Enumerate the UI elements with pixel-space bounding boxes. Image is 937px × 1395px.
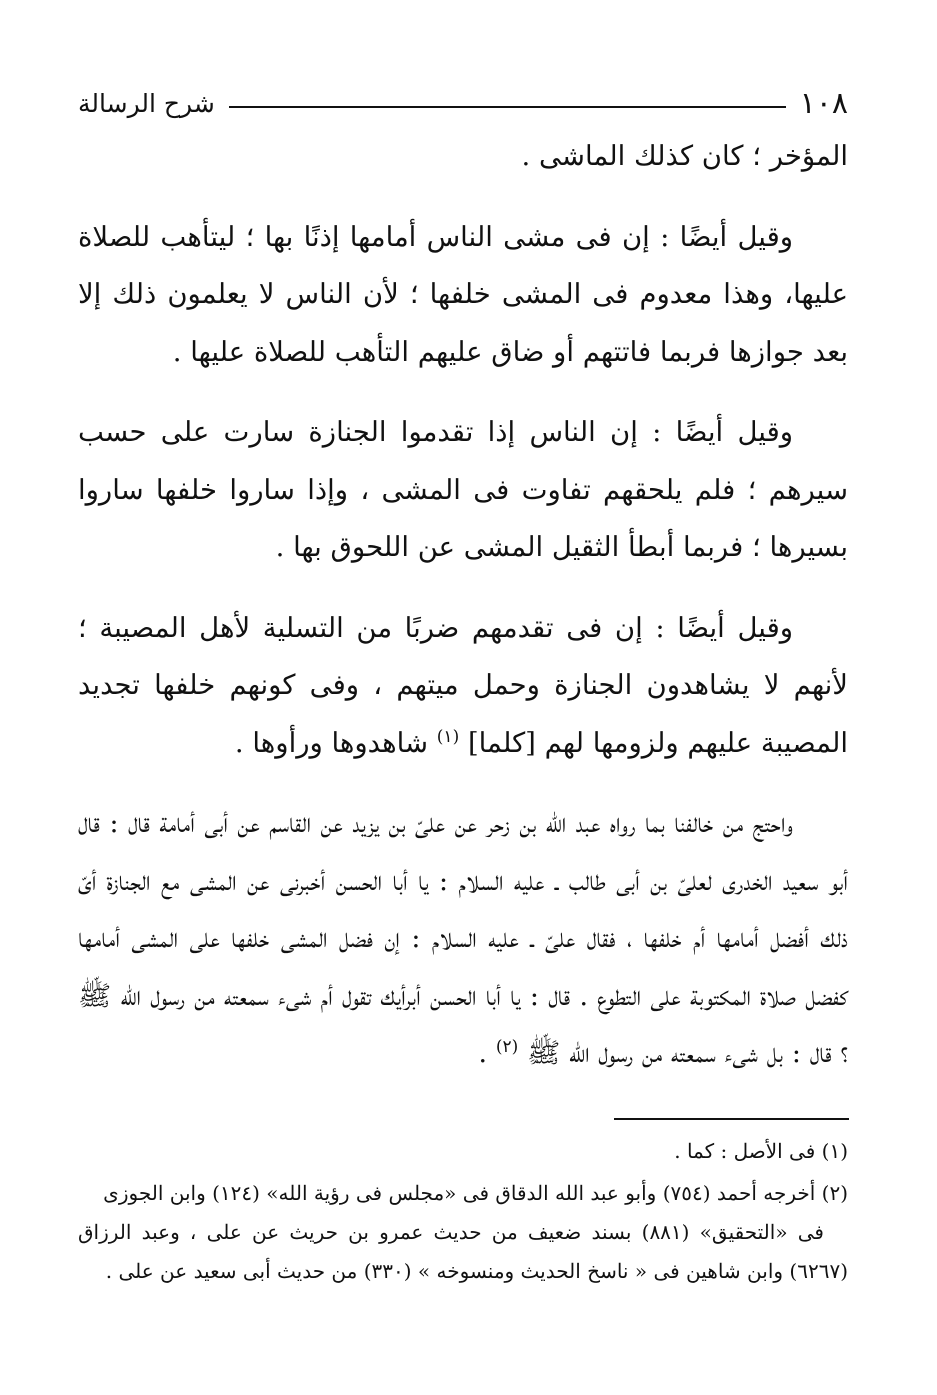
footnote-ref-1: (١) [436, 726, 460, 747]
page-header [78, 82, 848, 126]
page-number: ١٠٨ [799, 86, 848, 121]
footnote-ref-2: (٢) [495, 1036, 519, 1057]
footnote-2 [78, 1174, 848, 1291]
footnotes [78, 1132, 848, 1294]
header-rule [229, 106, 786, 108]
paragraph-3 [78, 600, 848, 773]
footnote-2-continuation: فى «التحقيق» (٨٨١) بسند ضعيف من حديث عمرو بن حريث عن على ، وعبد الرزاق (٦٢٦٧) وابن شاهين فى « ناسخ الحديث ومنسوخه » (٣٣٠) من حديث أبى سعيد عن على . [78, 1220, 848, 1283]
paragraph-4 [78, 795, 848, 1083]
paragraph-continuation: المؤخر ؛ كان كذلك الماشى . [521, 140, 848, 172]
main-text [78, 128, 848, 1083]
paragraph-4-text: واحتج من خالفنا بما رواه عبد الله بن زحر عن علىّ بن يزيد عن القاسم عن أبى أمامة قال : قال أبو سعيد الخدرى لعلىّ بن أبى طالب ـ عليه السلام : يا أبا الحسن أخبرنى عن المشى مع الجنازة أىّ ذلك أفضل أمامها أم خلفها ، فقال علىّ ـ عليه السلام : إن فضل المشى خلفها على المشى أمامها كفضل صلاة المكتوبة على التطوع . قال : يا أبا الحسن أبرأيك تقول أم شىء سمعته من رسول الله ﷺ ؟ قال : بل شىء سمعته من رسول الله ﷺ [78, 807, 848, 1069]
running-title: شرح الرسالة [78, 89, 215, 118]
footnote-separator [614, 1118, 849, 1120]
paragraph-3-text: وقيل أيضًا : إن فى تقدمهم ضربًا من التسلية لأهل المصيبة ؛ لأنهم لا يشاهدون الجنازة وحمل ميتهم ، وفى كونهم خلفها تجديد المصيبة عليهم ولزومها لهم [كلما] [78, 611, 848, 759]
paragraph-1: وقيل أيضًا : إن فى مشى الناس أمامها إذنًا بها ؛ ليتأهب للصلاة عليها، وهذا معدوم فى المشى خلفها ؛ لأن الناس لا يعلمون ذلك إلا بعد جوازها فربما فاتتهم أو ضاق عليهم التأهب للصلاة عليها . [78, 220, 848, 368]
footnote-1: (١) فى الأصل : كما . [674, 1139, 848, 1163]
paragraph-2: وقيل أيضًا : إن الناس إذا تقدموا الجنازة سارت على حسب سيرهم ؛ فلم يلحقهم تفاوت فى المشى ، وإذا ساروا خلفها ساروا بسيرها ؛ فربما أبطأ الثقيل المشى عن اللحوق بها . [78, 416, 848, 563]
paragraph-3-text-end: شاهدوها ورأوها . [234, 726, 429, 759]
paragraph-4-text-end: . [478, 1037, 488, 1069]
footnote-2-first-line: (٢) أخرجه أحمد (٧٥٤) وأبو عبد الله الدقاق فى «مجلس فى رؤية الله» (١٢٤) وابن الجوزى [103, 1181, 848, 1205]
